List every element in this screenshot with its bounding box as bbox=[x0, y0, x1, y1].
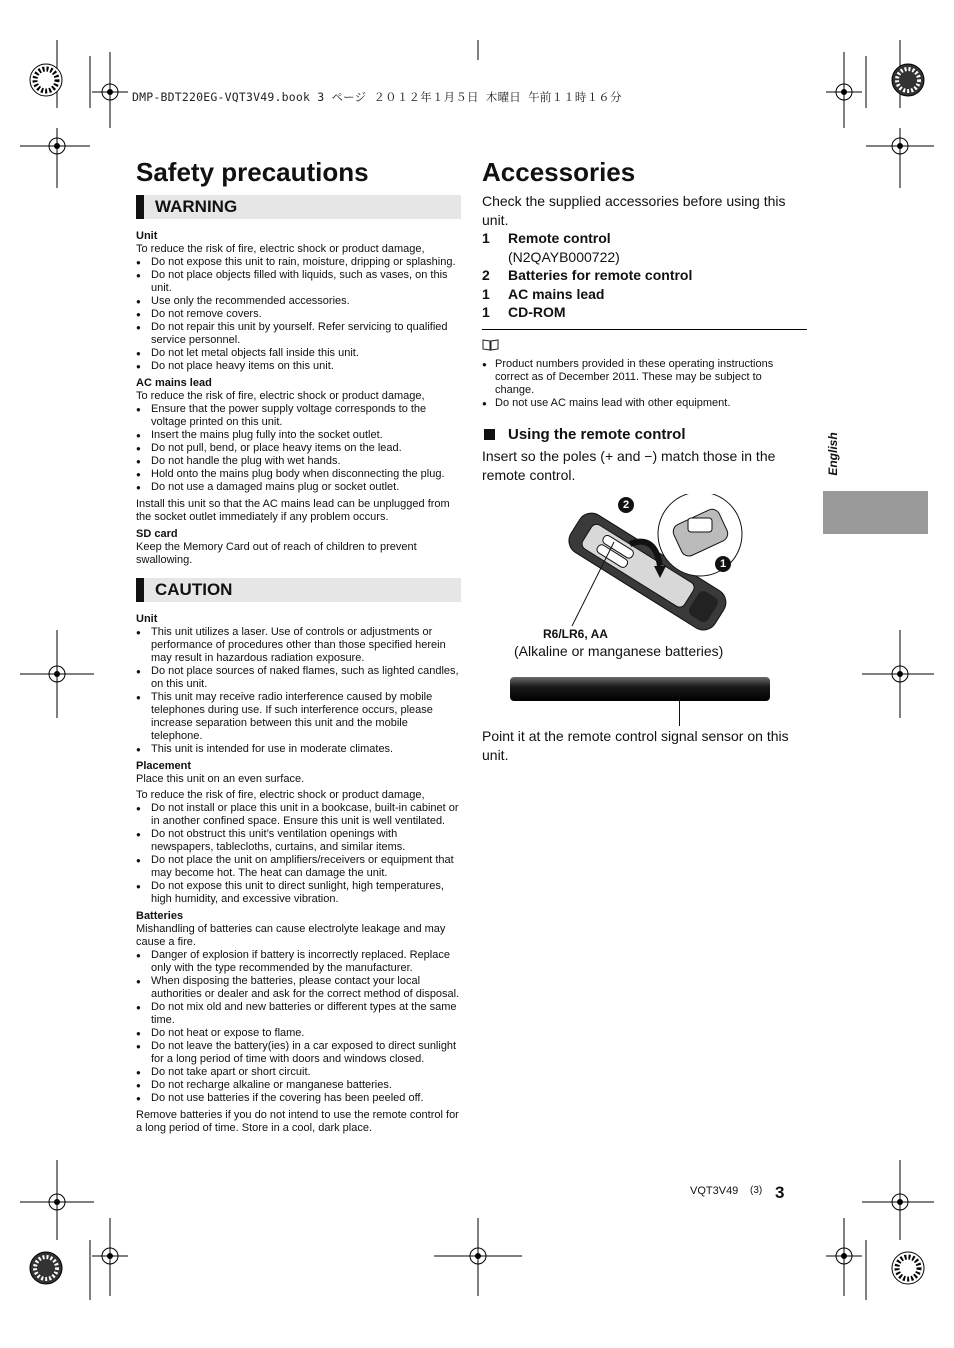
book-icon bbox=[482, 338, 500, 352]
list-item: ● Do not use batteries if the covering has been peeled off. bbox=[136, 1092, 461, 1105]
placement-text: Place this unit on an even surface. bbox=[136, 773, 305, 785]
list-item: ● This unit utilizes a laser. Use of controls or adjustments or performance of procedures other than those specified herein may result in hazardous radiation exposure. bbox=[136, 626, 461, 665]
list-item: ● This unit may receive radio interference caused by mobile telephones during use. If such interference occurs, please increase separation between this unit and the mobile telephone. bbox=[136, 691, 461, 743]
list-item: ● Do not take apart or short circuit. bbox=[136, 1066, 461, 1079]
list-item: ● Ensure that the power supply voltage corresponds to the voltage printed on this unit. bbox=[136, 403, 461, 429]
list-item: ● Do not place the unit on amplifiers/receivers or equipment that may become hot. The heat can damage the unit. bbox=[136, 854, 461, 880]
mains-heading: AC mains lead bbox=[136, 377, 212, 389]
battery-label: R6/LR6, AA bbox=[543, 627, 608, 641]
list-item bbox=[482, 266, 812, 285]
list-item: ● Do not handle the plug with wet hands. bbox=[136, 455, 461, 468]
list-item: ● Do not remove covers. bbox=[136, 308, 461, 321]
list-item: ● Do not recharge alkaline or manganese batteries. bbox=[136, 1079, 461, 1092]
section-divider bbox=[482, 329, 807, 330]
battery-leader-line bbox=[560, 540, 620, 630]
mains-list bbox=[136, 403, 461, 494]
list-item: ● Do not place sources of naked flames, such as lighted candles, on this unit. bbox=[136, 665, 461, 691]
list-item bbox=[482, 229, 812, 266]
list-item: ● Do not place heavy items on this unit. bbox=[136, 360, 461, 373]
accessories-title: Accessories bbox=[482, 157, 636, 187]
point-text: Point it at the remote control signal sensor on this unit. bbox=[482, 728, 789, 763]
item-qty: 1 bbox=[482, 230, 490, 246]
player-illustration bbox=[510, 677, 770, 701]
batteries-note: Remove batteries if you do not intend to use the remote control for a long period of time. Store in a cool, dark place. bbox=[136, 1109, 459, 1134]
item-qty: 2 bbox=[482, 267, 490, 283]
item-name: AC mains lead bbox=[508, 285, 605, 302]
warning-bar bbox=[136, 195, 461, 219]
step-2-marker: 2 bbox=[618, 497, 634, 513]
warning-section bbox=[136, 226, 461, 567]
warning-unit-heading: Unit bbox=[136, 230, 158, 242]
mains-note: Install this unit so that the AC mains lead can be unplugged from the socket outlet immediately if any problem occurs. bbox=[136, 498, 450, 523]
list-item: ● Hold onto the mains plug body when disconnecting the plug. bbox=[136, 468, 461, 481]
batteries-heading: Batteries bbox=[136, 910, 184, 922]
placement-list bbox=[136, 802, 461, 906]
warning-unit-intro: To reduce the risk of fire, electric shock or product damage, bbox=[136, 243, 425, 255]
side-tab-block bbox=[823, 491, 928, 534]
notes-list bbox=[482, 358, 802, 410]
item-sub: (N2QAYB000722) bbox=[508, 248, 620, 265]
caution-label: CAUTION bbox=[155, 580, 233, 599]
list-item: ● Do not expose this unit to rain, moisture, dripping or splashing. bbox=[136, 256, 461, 269]
list-item bbox=[482, 303, 812, 322]
list-item: ● Do not pull, bend, or place heavy items on the lead. bbox=[136, 442, 461, 455]
item-name: CD-ROM bbox=[508, 304, 566, 320]
placement-intro: To reduce the risk of fire, electric shock or product damage, bbox=[136, 789, 425, 801]
list-item: ● Do not let metal objects fall inside this unit. bbox=[136, 347, 461, 360]
side-tab-label: English bbox=[826, 432, 840, 476]
list-item: ● Use only the recommended accessories. bbox=[136, 295, 461, 308]
list-item: ● Do not heat or expose to flame. bbox=[136, 1027, 461, 1040]
accessories-list bbox=[482, 229, 812, 322]
print-file-header: DMP-BDT220EG-VQT3V49.book 3 ページ ２０１２年１月５日 木曜日 午前１１時１６分 bbox=[132, 90, 622, 104]
item-name: Remote control bbox=[508, 230, 611, 246]
sd-heading: SD card bbox=[136, 528, 178, 540]
caution-bar-mark bbox=[136, 578, 144, 602]
accessories-intro: Check the supplied accessories before using this unit. bbox=[482, 193, 786, 228]
square-bullet-icon bbox=[484, 429, 495, 440]
caution-unit-list bbox=[136, 626, 461, 756]
list-item: ● Do not expose this unit to direct sunlight, high temperatures, high humidity, and excessive vibration. bbox=[136, 880, 461, 906]
caution-unit-heading: Unit bbox=[136, 613, 158, 625]
list-item: ● Do not mix old and new batteries or different types at the same time. bbox=[136, 1001, 461, 1027]
remote-text: Insert so the poles (+ and −) match those in the remote control. bbox=[482, 448, 776, 483]
notes bbox=[482, 358, 802, 410]
list-item: ● Product numbers provided in these operating instructions correct as of December 2011. These may be subject to change. bbox=[482, 358, 802, 397]
caution-section bbox=[136, 609, 461, 1135]
step-1-marker: 1 bbox=[715, 556, 731, 572]
list-item: ● Danger of explosion if battery is incorrectly replaced. Replace only with the type recommended by the manufacturer. bbox=[136, 949, 461, 975]
footer-subpage: (3) bbox=[750, 1185, 763, 1196]
item-name: Batteries for remote control bbox=[508, 267, 693, 283]
item-qty: 1 bbox=[482, 285, 490, 302]
player-sensor-line bbox=[679, 690, 680, 726]
warning-bar-mark bbox=[136, 195, 144, 219]
sd-text: Keep the Memory Card out of reach of children to prevent swallowing. bbox=[136, 541, 417, 566]
list-item: ● Do not obstruct this unit’s ventilation openings with newspapers, tablecloths, curtains, and similar items. bbox=[136, 828, 461, 854]
batteries-intro: Mishandling of batteries can cause electrolyte leakage and may cause a fire. bbox=[136, 923, 446, 948]
list-item: ● Insert the mains plug fully into the socket outlet. bbox=[136, 429, 461, 442]
page-number: 3 bbox=[775, 1183, 785, 1202]
batteries-list bbox=[136, 949, 461, 1105]
item-text-wrap bbox=[508, 229, 620, 266]
warning-unit-list bbox=[136, 256, 461, 373]
footer-code: VQT3V49 bbox=[690, 1185, 739, 1197]
list-item bbox=[482, 285, 812, 304]
list-item: ● Do not use AC mains lead with other equipment. bbox=[482, 397, 802, 410]
list-item: ● When disposing the batteries, please contact your local authorities or dealer and ask for the correct method of disposal. bbox=[136, 975, 461, 1001]
item-qty: 1 bbox=[482, 304, 490, 320]
safety-precautions-title: Safety precautions bbox=[136, 157, 369, 187]
list-item: ● Do not repair this unit by yourself. Refer servicing to qualified service personnel. bbox=[136, 321, 461, 347]
list-item: ● Do not place objects filled with liquids, such as vases, on this unit. bbox=[136, 269, 461, 295]
warning-label: WARNING bbox=[155, 197, 238, 216]
list-item: ● Do not install or place this unit in a bookcase, built-in cabinet or in another confined space. Ensure this unit is well ventilated. bbox=[136, 802, 461, 828]
battery-sub: (Alkaline or manganese batteries) bbox=[514, 643, 724, 659]
mains-intro: To reduce the risk of fire, electric shock or product damage, bbox=[136, 390, 425, 402]
remote-section-title: Using the remote control bbox=[508, 426, 686, 443]
caution-bar bbox=[136, 578, 461, 602]
list-item: ● This unit is intended for use in moderate climates. bbox=[136, 743, 461, 756]
list-item: ● Do not use a damaged mains plug or socket outlet. bbox=[136, 481, 461, 494]
placement-heading: Placement bbox=[136, 760, 192, 772]
list-item: ● Do not leave the battery(ies) in a car exposed to direct sunlight for a long period of time with doors and windows closed. bbox=[136, 1040, 461, 1066]
